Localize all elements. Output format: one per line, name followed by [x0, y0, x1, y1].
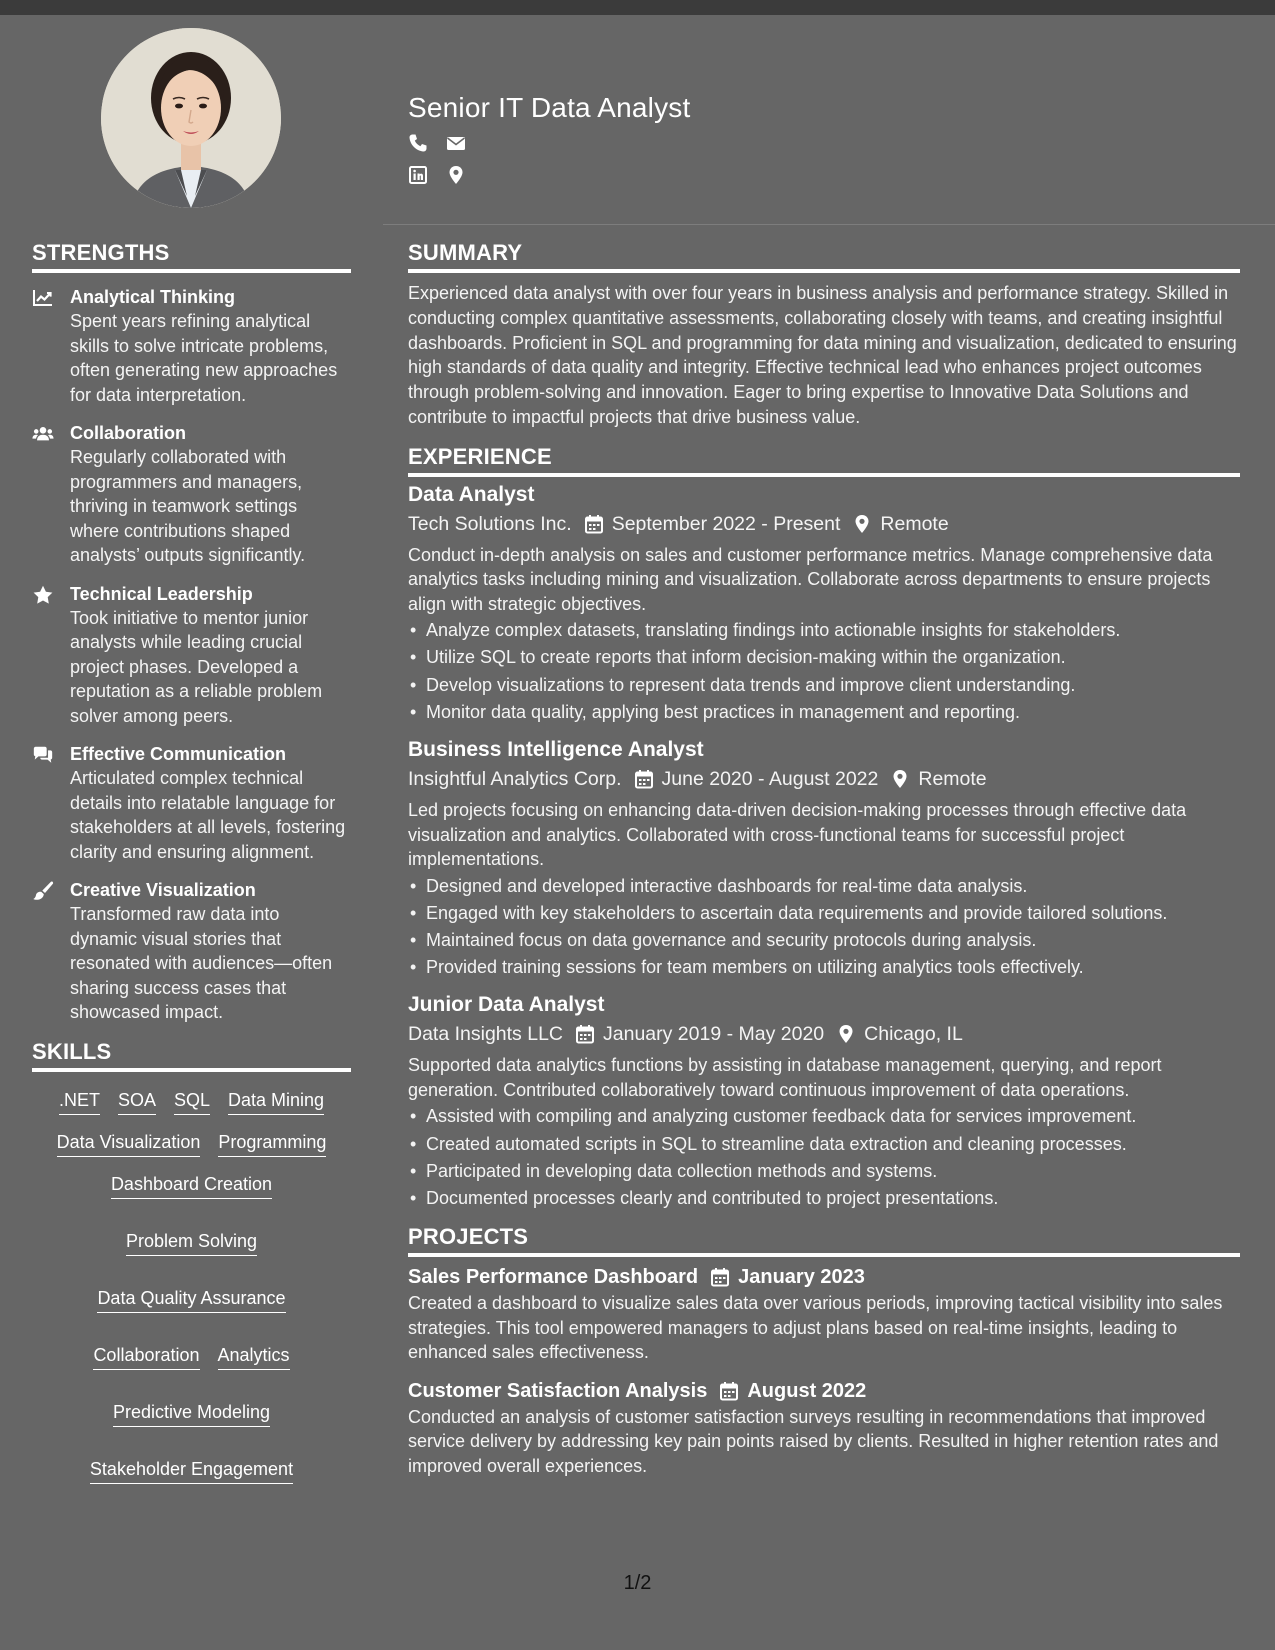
project-title: Customer Satisfaction Analysis: [408, 1379, 708, 1402]
calendar-icon: [575, 1024, 595, 1044]
job-description: Led projects focusing on enhancing data-driven decision-making processes through effective data visualization and analytics. Collaborated with cross-functional teams for successful project implementations.: [408, 800, 1187, 870]
projects-section: [408, 1224, 1240, 1478]
strength-item: [32, 582, 351, 729]
strength-item: [32, 742, 351, 864]
job-dates: June 2020 - August 2022: [661, 768, 879, 791]
list-item: • Analyze complex datasets, translating findings into actionable insights for stakeholders.: [408, 617, 1240, 644]
job-role: Data Analyst: [408, 482, 535, 506]
projects-heading: PROJECTS: [408, 1224, 1240, 1257]
skill-tag: Data Visualization: [57, 1130, 201, 1157]
job-location: Remote: [880, 512, 949, 535]
map-pin-icon[interactable]: [446, 165, 466, 185]
list-item: • Maintained focus on data governance and security protocols during analysis.: [408, 927, 1240, 954]
strength-title: Creative Visualization: [70, 880, 256, 900]
project-description: Conducted an analysis of customer satisfaction surveys resulting in recommendations that improved service delivery by addressing key pain points raised by clients. Resulted in higher retention rates and improved overall experiences.: [408, 1406, 1219, 1476]
experience-section: [408, 444, 1240, 1212]
strength-item: [32, 421, 351, 568]
strength-title: Technical Leadership: [70, 583, 253, 604]
job-role: Business Intelligence Analyst: [408, 738, 704, 762]
job-company: Tech Solutions Inc.: [408, 512, 572, 535]
contact-row-2: [408, 164, 1238, 186]
calendar-icon: [719, 1381, 739, 1401]
contact-row-1: [408, 132, 1238, 154]
skill-tag: Problem Solving: [126, 1229, 257, 1256]
strengths-heading: STRENGTHS: [32, 240, 351, 273]
page-number: 1/2: [623, 1572, 652, 1594]
skill-tag: Analytics: [218, 1343, 290, 1370]
list-item: • Develop visualizations to represent data trends and improve client understanding.: [408, 672, 1240, 699]
strength-description: Spent years refining analytical skills to solve intricate problems, often generating new approaches for data interpretation.: [70, 311, 338, 405]
list-item: • Created automated scripts in SQL to streamline data extraction and cleaning processes.: [408, 1131, 1240, 1158]
project-title: Sales Performance Dashboard: [408, 1266, 699, 1289]
project-entry: [408, 1377, 1240, 1479]
job-description: Supported data analytics functions by assisting in database management, querying, and report generation. Contributed collaboratively toward continuous improvement of data operations.: [408, 1055, 1162, 1100]
strength-title: Analytical Thinking: [70, 287, 236, 307]
skill-tag: Programming: [218, 1130, 326, 1157]
right-column: [408, 240, 1240, 1490]
job-company: Data Insights LLC: [408, 1023, 564, 1046]
star-icon: [32, 585, 54, 605]
job-dates: September 2022 - Present: [611, 512, 841, 535]
job-entry: [408, 991, 1240, 1212]
list-item: • Engaged with key stakeholders to ascertain data requirements and provide tailored solutions.: [408, 900, 1240, 927]
list-item: • Participated in developing data collection methods and systems.: [408, 1158, 1240, 1185]
experience-heading: EXPERIENCE: [408, 444, 1240, 477]
job-meta: [408, 1019, 1240, 1049]
list-item: • Provided training sessions for team members on utilizing analytics tools effectively.: [408, 954, 1240, 981]
skill-tag: Data Mining: [228, 1088, 324, 1115]
linkedin-icon[interactable]: [408, 165, 428, 185]
job-entry: [408, 736, 1240, 981]
left-column: [32, 240, 351, 1484]
skill-tag: Dashboard Creation: [111, 1172, 272, 1199]
header-divider: [383, 224, 1275, 225]
calendar-icon: [710, 1267, 730, 1287]
job-company: Insightful Analytics Corp.: [408, 768, 622, 791]
calendar-icon: [584, 514, 604, 534]
map-pin-icon: [836, 1024, 856, 1044]
skill-tag: Stakeholder Engagement: [90, 1457, 293, 1484]
job-meta: [408, 764, 1240, 794]
project-header: [408, 1263, 1240, 1291]
comments-icon: [32, 745, 54, 765]
job-entry: [408, 481, 1240, 726]
job-description: Conduct in-depth analysis on sales and customer performance metrics. Manage comprehensive data analytics tasks including mining and visualization. Collaborate across departments to ensure projects align with strategic objectives.: [408, 544, 1213, 614]
job-meta: [408, 509, 1240, 539]
skill-tag: Predictive Modeling: [113, 1400, 270, 1427]
list-item: • Monitor data quality, applying best practices in management and reporting.: [408, 699, 1240, 726]
skills-section: [32, 1039, 351, 1484]
calendar-icon: [634, 769, 654, 789]
strengths-section: [32, 240, 351, 1025]
job-location: Remote: [918, 768, 987, 791]
skill-tag: .NET: [59, 1088, 100, 1115]
skill-tag: SQL: [174, 1088, 210, 1115]
strength-description: Transformed raw data into dynamic visual stories that resonated with audiences—often sharing success cases that showcased impact.: [70, 904, 333, 1022]
job-title-heading: Senior IT Data Analyst: [408, 92, 691, 123]
skill-tag: Collaboration: [93, 1343, 199, 1370]
list-item: • Assisted with compiling and analyzing customer feedback data for services improvement.: [408, 1103, 1240, 1130]
strength-description: Articulated complex technical details into relatable language for stakeholders at all levels, fostering clarity and ensuring alignment.: [70, 768, 346, 862]
profile-photo: [101, 28, 281, 208]
project-header: [408, 1377, 1240, 1405]
paint-brush-icon: [32, 881, 54, 901]
project-description: Created a dashboard to visualize sales data over various periods, improving tactical visibility into sales strategies. This tool empowered managers to adjust plans based on real-time insights, leading to enhanced sales effectiveness.: [408, 1293, 1223, 1363]
strength-description: Regularly collaborated with programmers and managers, thriving in teamwork settings where contributions shaped analysts’ outputs significantly.: [70, 447, 306, 565]
job-bullets: [408, 873, 1240, 982]
skills-heading: SKILLS: [32, 1039, 351, 1072]
job-role: Junior Data Analyst: [408, 993, 605, 1017]
summary-section: [408, 240, 1240, 430]
skill-tag: SOA: [118, 1088, 156, 1115]
skills-list: [32, 1084, 351, 1484]
map-pin-icon: [852, 514, 872, 534]
chart-line-icon: [32, 288, 54, 308]
resume-header: [408, 92, 1238, 186]
job-bullets: [408, 1103, 1240, 1212]
strength-item: [32, 878, 351, 1025]
project-entry: [408, 1263, 1240, 1365]
map-pin-icon: [890, 769, 910, 789]
list-item: • Documented processes clearly and contributed to project presentations.: [408, 1185, 1240, 1212]
strength-description: Took initiative to mentor junior analysts while leading crucial project phases. Developed a reputation as a reliable problem solver among peers.: [70, 607, 323, 726]
top-bar: [0, 0, 1275, 15]
job-location: Chicago, IL: [864, 1023, 963, 1046]
job-bullets: [408, 617, 1240, 726]
strength-item: [32, 285, 351, 407]
summary-heading: SUMMARY: [408, 240, 1240, 273]
strength-title: Collaboration: [70, 423, 186, 443]
users-icon: [32, 424, 54, 444]
list-item: • Designed and developed interactive dashboards for real-time data analysis.: [408, 873, 1240, 900]
strength-title: Effective Communication: [70, 744, 287, 764]
job-dates: January 2019 - May 2020: [603, 1023, 825, 1046]
summary-text: Experienced data analyst with over four years in business analysis and performance strategy. Skilled in conducting complex quantitative assessments, collaborating closely with teams, and creating insightful dashboards. Proficient in SQL and programming for data mining and visualization, dedicated to ensuring high standards of data quality and integrity. Effective technical lead who enhances project outcomes through problem-solving and innovation. Eager to bring expertise to Innovative Data Solutions and contribute to impactful projects that drive business value.: [408, 283, 1237, 427]
skill-tag: Data Quality Assurance: [97, 1286, 285, 1313]
phone-icon[interactable]: [408, 133, 428, 153]
project-date: January 2023: [738, 1266, 865, 1289]
envelope-icon[interactable]: [446, 133, 466, 153]
project-date: August 2022: [747, 1379, 867, 1402]
list-item: • Utilize SQL to create reports that inform decision-making within the organization.: [408, 644, 1240, 671]
